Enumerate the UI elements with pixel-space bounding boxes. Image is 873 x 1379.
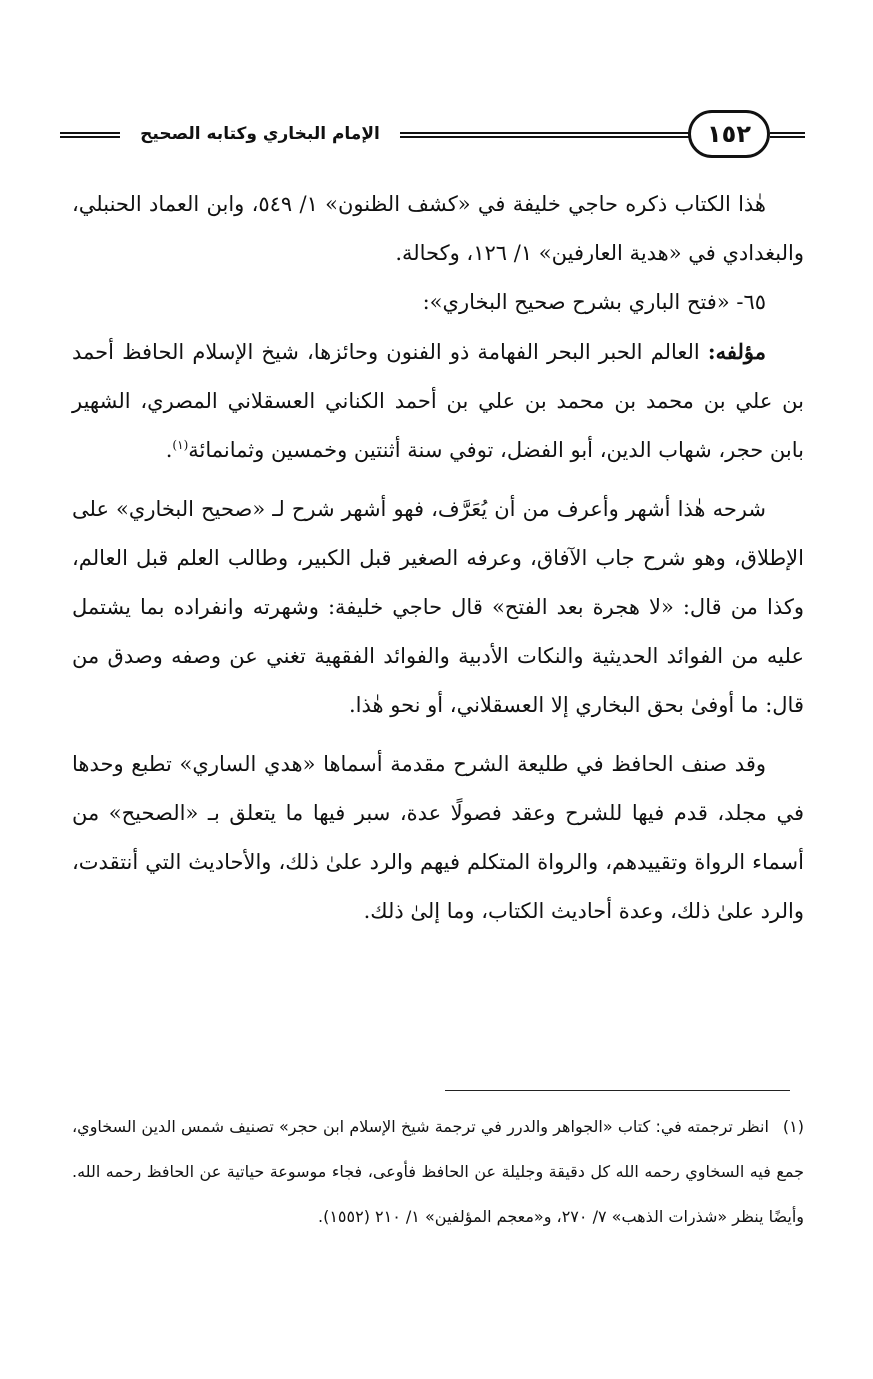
running-title: الإمام البخاري وكتابه الصحيح	[140, 124, 380, 144]
footnote-label: (١)	[782, 1117, 804, 1136]
footnote-text: انظر ترجمته في: كتاب «الجواهر والدرر في ترجمة شيخ الإسلام ابن حجر» تصنيف شمس الدين السخاوي، جمع فيه السخاوي رحمه الله كل دقيقة وجليلة عن الحافظ فأوعى، فجاء موسوعة حياتية عن الحافظ رحمه الله. وأيضًا ينظر «شذرات الذهب» ٧/ ٢٧٠، و«معجم المؤلفين» ١/ ٢١٠ (١٥٥٢).	[72, 1117, 804, 1226]
header-rule-right	[770, 132, 805, 138]
page-header	[60, 108, 805, 166]
paragraph-introduction-work: وقد صنف الحافظ في طليعة الشرح مقدمة أسماها «هدي الساري» تطبع وحدها في مجلد، قدم فيها للشرح وعقد فصولًا عدة، سبر فيها ما يتعلق بـ «الصحيح» من أسماء الرواة وتقييدهم، والرواة المتكلم فيهم والرد علىٰ ذلك، والأحاديث التي أنتقدت، والرد علىٰ ذلك، وعدة أحاديث الكتاب، وما إلىٰ ذلك.	[72, 752, 804, 923]
header-rule-middle	[400, 132, 690, 138]
entry-title: ٦٥- «فتح الباري بشرح صحيح البخاري»:	[422, 290, 766, 314]
paragraph-description: شرحه هٰذا أشهر وأعرف من أن يُعَرَّف، فهو أشهر شرح لـ «صحيح البخاري» على الإطلاق، وهو شرح جاب الآفاق، وعرفه الصغير قبل الكبير، وطالب العلم قبل العالم، وكذا من قال: «لا هجرة بعد الفتح» قال حاجي خليفة: وشهرته وانفراده بما يشتمل عليه من الفوائد الحديثية والنكات الأدبية والفوائد الفقهية تغني عن وصفه وصدق من قال: ما أوفىٰ بحق البخاري إلا العسقلاني، أو نحو هٰذا.	[72, 497, 804, 717]
paragraph-author	[72, 327, 804, 475]
footnote-separator	[445, 1090, 790, 1091]
author-text: العالم الحبر البحر الفهامة ذو الفنون وحائزها، شيخ الإسلام الحافظ أحمد بن علي بن محمد بن محمد بن علي بن أحمد الكناني العسقلاني المصري، الشهير بابن حجر، شهاب الدين، أبو الفضل، توفي سنة أثنتين وخمسين وثمانمائة	[72, 340, 804, 462]
footnote	[72, 1104, 804, 1239]
footnote-marker[interactable]: (١)	[172, 438, 189, 452]
author-end: .	[165, 438, 173, 462]
author-label: مؤلفه:	[707, 339, 766, 364]
paragraph-intro: هٰذا الكتاب ذكره حاجي خليفة في «كشف الظنون» ١/ ٥٤٩، وابن العماد الحنبلي، والبغدادي في «هدية العارفين» ١/ ١٢٦، وكحالة.	[72, 192, 804, 265]
page-number: ١٥٢	[688, 110, 770, 158]
main-text	[72, 180, 804, 936]
header-rule-left	[60, 132, 120, 138]
